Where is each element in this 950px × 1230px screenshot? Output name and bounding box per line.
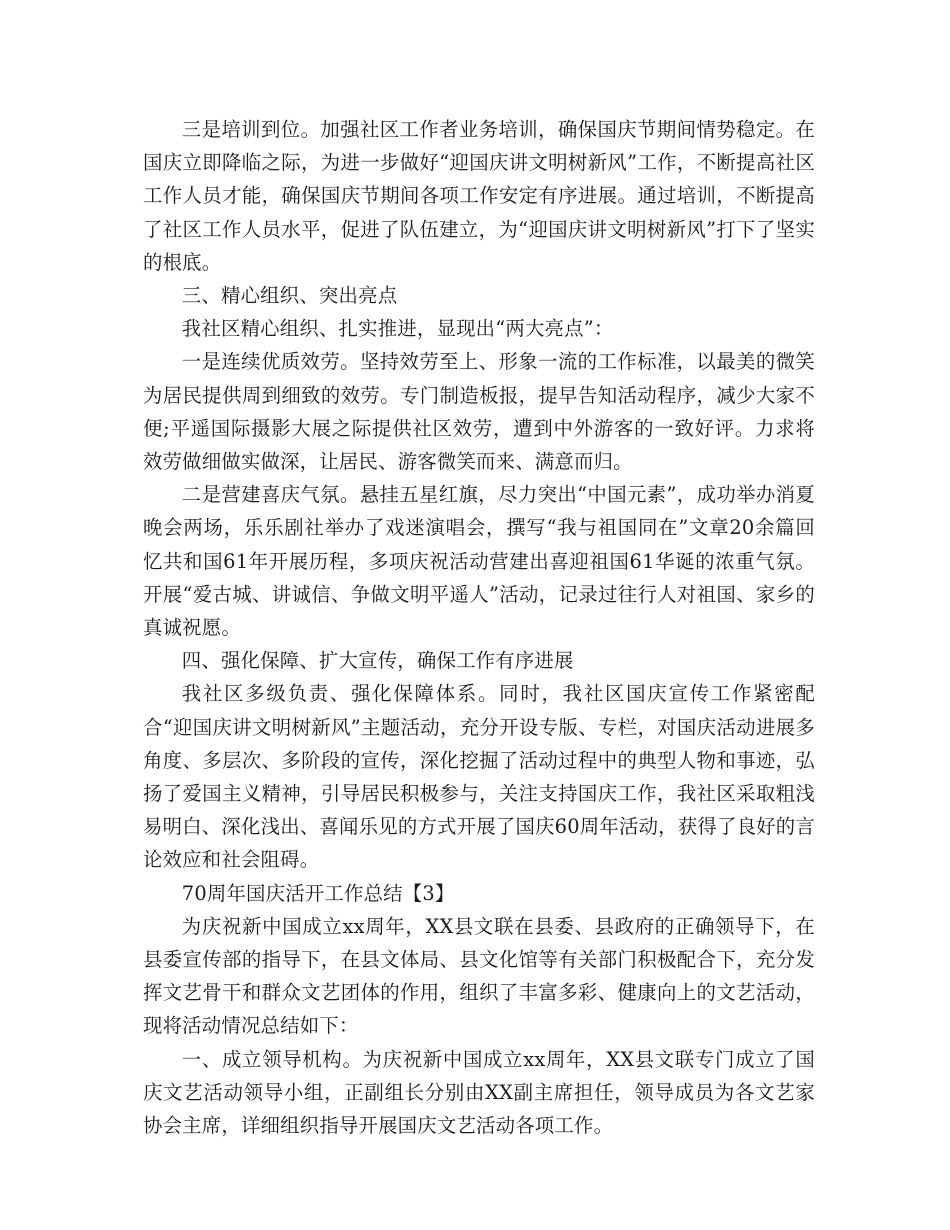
- paragraph-training: 三是培训到位。加强社区工作者业务培训，确保国庆节期间情势稳定。在国庆立即降临之际，为进一步做好“迎国庆讲文明树新风”工作，不断提高社区工作人员才能，确保国庆节期间各项工作安定有序进展。通过培训，不断提高了社区工作人员水平，促进了队伍建立，为“迎国庆讲文明树新风”打下了坚实的根底。: [143, 118, 815, 274]
- heading-section-4: 四、强化保障、扩大宣传，确保工作有序进展: [181, 649, 574, 673]
- paragraph-leadership: 一、成立领导机构。为庆祝新中国成立xx周年，XX县文联专门成立了国庆文艺活动领导小组，正副组长分别由XX副主席担任，领导成员为各文艺家协会主席，详细组织指导开展国庆文艺活动各项工作。: [143, 1047, 815, 1138]
- paragraph-service: 一是连续优质效劳。坚持效劳至上、形象一流的工作标准，以最美的微笑为居民提供周到细致的效劳。专门制造板报，提早告知活动程序，减少大家不便;平遥国际摄影大展之际提供社区效劳，遭到中外游客的一致好评。力求将效劳做细做实做深，让居民、游客微笑而来、满意而归。: [143, 350, 815, 474]
- heading-summary-3: 70周年国庆活开工作总结【3】: [181, 881, 455, 905]
- document-body: [143, 113, 815, 1142]
- paragraph-atmosphere: 二是营建喜庆气氛。悬挂五星红旗，尽力突出“中国元素”，成功举办消夏晚会两场，乐乐剧社举办了戏迷演唱会，撰写“我与祖国同在”文章20余篇回忆共和国61年开展历程，多项庆祝活动营建出喜迎祖国61华诞的浓重气氛。开展“爱古城、讲诚信、争做文明平遥人”活动，记录过往行人对祖国、家乡的真诚祝愿。: [143, 483, 815, 640]
- paragraph-summary-intro: 为庆祝新中国成立xx周年，XX县文联在县委、县政府的正确领导下，在县委宣传部的指导下，在县文体局、县文化馆等有关部门积极配合下，充分发挥文艺骨干和群众文艺团体的作用，组织了丰富多彩、健康向上的文艺活动，现将活动情况总结如下：: [143, 914, 815, 1038]
- paragraph-publicity: 我社区多级负责、强化保障体系。同时，我社区国庆宣传工作紧密配合“迎国庆讲文明树新风”主题活动，充分开设专版、专栏，对国庆活动进展多角度、多层次、多阶段的宣传，深化挖掘了活动过程中的典型人物和事迹，弘扬了爱国主义精神，引导居民积极参与，关注支持国庆工作，我社区采取粗浅易明白、深化浅出、喜闻乐见的方式开展了国庆60周年活动，获得了良好的言论效应和社会阻碍。: [143, 682, 815, 872]
- paragraph-highlights-intro: 我社区精心组织、扎实推进，显现出“两大亮点”：: [181, 317, 614, 341]
- heading-section-3: 三、精心组织、突出亮点: [181, 284, 398, 308]
